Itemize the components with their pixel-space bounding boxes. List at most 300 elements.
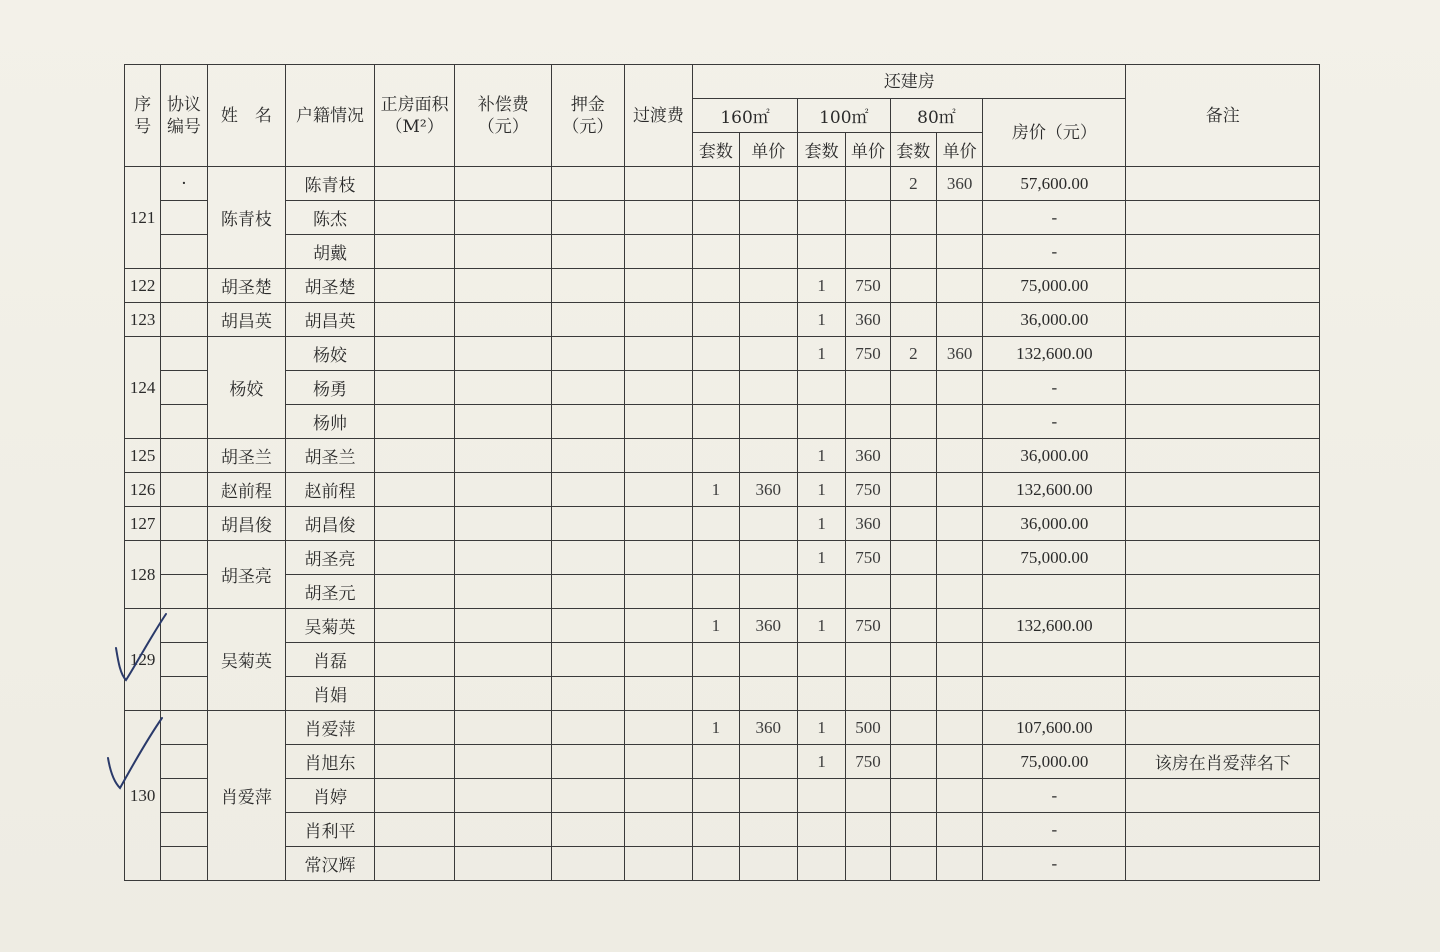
agreement-cell [161, 677, 207, 711]
house-price-cell: 36,000.00 [983, 303, 1126, 337]
header-seq: 序号 [125, 65, 161, 167]
table-row [125, 711, 1320, 745]
unit-price-160-cell [739, 813, 797, 847]
unit-price-160-cell: 360 [739, 711, 797, 745]
deposit-cell [552, 609, 625, 643]
seq-cell: 128 [125, 541, 161, 609]
remarks-cell [1126, 371, 1320, 405]
deposit-cell [552, 371, 625, 405]
header-remarks: 备注 [1126, 65, 1320, 167]
name-cell: 胡昌俊 [207, 507, 286, 541]
relocation-housing-table [124, 64, 1320, 881]
sets-160-cell [693, 337, 739, 371]
name-cell: 吴菊英 [207, 609, 286, 711]
unit-price-100-cell [846, 847, 890, 881]
sets-80-cell [890, 269, 936, 303]
remarks-cell: 该房在肖爱萍名下 [1126, 745, 1320, 779]
unit-price-160-cell [739, 303, 797, 337]
area-cell [374, 745, 455, 779]
compensation-cell [455, 167, 552, 201]
table-row [125, 575, 1320, 609]
house-price-cell [983, 677, 1126, 711]
unit-price-80-cell [936, 371, 982, 405]
transition-fee-cell [624, 575, 693, 609]
area-cell [374, 541, 455, 575]
sets-160-cell [693, 745, 739, 779]
transition-fee-cell [624, 235, 693, 269]
agreement-cell [161, 235, 207, 269]
household-member-cell: 杨勇 [286, 371, 375, 405]
compensation-cell [455, 507, 552, 541]
table-row [125, 813, 1320, 847]
sets-100-cell: 1 [797, 609, 845, 643]
remarks-cell [1126, 167, 1320, 201]
name-cell: 陈青枝 [207, 167, 286, 269]
seq-cell: 129 [125, 609, 161, 711]
remarks-cell [1126, 813, 1320, 847]
unit-price-80-cell [936, 541, 982, 575]
sets-100-cell: 1 [797, 269, 845, 303]
unit-price-100-cell: 360 [846, 303, 890, 337]
table-row [125, 507, 1320, 541]
remarks-cell [1126, 473, 1320, 507]
house-price-cell: 107,600.00 [983, 711, 1126, 745]
house-price-cell: 75,000.00 [983, 745, 1126, 779]
sets-100-cell [797, 813, 845, 847]
header-compensation: 补偿费（元） [455, 65, 552, 167]
house-price-cell: 57,600.00 [983, 167, 1126, 201]
transition-fee-cell [624, 745, 693, 779]
remarks-cell [1126, 847, 1320, 881]
household-member-cell: 杨帅 [286, 405, 375, 439]
unit-price-80-cell [936, 439, 982, 473]
transition-fee-cell [624, 779, 693, 813]
household-member-cell: 胡昌英 [286, 303, 375, 337]
area-cell [374, 337, 455, 371]
area-cell [374, 405, 455, 439]
compensation-cell [455, 303, 552, 337]
household-member-cell: 胡圣楚 [286, 269, 375, 303]
household-member-cell: 肖爱萍 [286, 711, 375, 745]
table-row [125, 439, 1320, 473]
unit-price-100-cell: 360 [846, 507, 890, 541]
header-sets-100: 套数 [797, 133, 845, 167]
sets-100-cell: 1 [797, 745, 845, 779]
unit-price-80-cell [936, 303, 982, 337]
sets-160-cell [693, 303, 739, 337]
area-cell [374, 201, 455, 235]
unit-price-160-cell [739, 235, 797, 269]
sets-80-cell [890, 439, 936, 473]
house-price-cell: 36,000.00 [983, 507, 1126, 541]
house-price-cell: 132,600.00 [983, 609, 1126, 643]
unit-price-100-cell: 750 [846, 269, 890, 303]
compensation-cell [455, 541, 552, 575]
house-price-cell [983, 643, 1126, 677]
house-price-cell: - [983, 371, 1126, 405]
unit-price-160-cell [739, 575, 797, 609]
sets-160-cell [693, 677, 739, 711]
seq-cell: 124 [125, 337, 161, 439]
household-member-cell: 常汉辉 [286, 847, 375, 881]
house-price-cell: 75,000.00 [983, 269, 1126, 303]
name-cell: 肖爱萍 [207, 711, 286, 881]
unit-price-80-cell [936, 847, 982, 881]
sets-80-cell [890, 711, 936, 745]
header-unit-price-160: 单价 [739, 133, 797, 167]
remarks-cell [1126, 677, 1320, 711]
agreement-cell [161, 473, 207, 507]
table-row [125, 745, 1320, 779]
unit-price-80-cell [936, 745, 982, 779]
transition-fee-cell [624, 677, 693, 711]
sets-80-cell [890, 745, 936, 779]
table-row [125, 235, 1320, 269]
remarks-cell [1126, 303, 1320, 337]
unit-price-100-cell [846, 405, 890, 439]
transition-fee-cell [624, 337, 693, 371]
compensation-cell [455, 473, 552, 507]
transition-fee-cell [624, 507, 693, 541]
table-row [125, 269, 1320, 303]
compensation-cell [455, 847, 552, 881]
deposit-cell [552, 473, 625, 507]
seq-cell: 126 [125, 473, 161, 507]
unit-price-80-cell [936, 201, 982, 235]
area-cell [374, 847, 455, 881]
remarks-cell [1126, 201, 1320, 235]
unit-price-80-cell: 360 [936, 167, 982, 201]
unit-price-80-cell [936, 643, 982, 677]
table-row [125, 473, 1320, 507]
deposit-cell [552, 575, 625, 609]
header-name: 姓 名 [207, 65, 286, 167]
sets-100-cell [797, 847, 845, 881]
sets-100-cell [797, 779, 845, 813]
table-row [125, 167, 1320, 201]
sets-80-cell [890, 677, 936, 711]
transition-fee-cell [624, 269, 693, 303]
header-sets-80: 套数 [890, 133, 936, 167]
unit-price-80-cell [936, 269, 982, 303]
sets-100-cell [797, 643, 845, 677]
compensation-cell [455, 337, 552, 371]
agreement-cell [161, 337, 207, 371]
transition-fee-cell [624, 813, 693, 847]
sets-80-cell: 2 [890, 337, 936, 371]
sets-160-cell [693, 779, 739, 813]
remarks-cell [1126, 507, 1320, 541]
unit-price-100-cell: 750 [846, 337, 890, 371]
agreement-cell [161, 507, 207, 541]
sets-80-cell [890, 779, 936, 813]
unit-price-80-cell [936, 609, 982, 643]
sets-100-cell: 1 [797, 711, 845, 745]
house-price-cell: - [983, 813, 1126, 847]
unit-price-80-cell [936, 235, 982, 269]
transition-fee-cell [624, 303, 693, 337]
unit-price-160-cell [739, 201, 797, 235]
sets-100-cell: 1 [797, 337, 845, 371]
agreement-cell [161, 847, 207, 881]
sets-160-cell [693, 507, 739, 541]
unit-price-160-cell [739, 167, 797, 201]
sets-100-cell: 1 [797, 507, 845, 541]
seq-cell: 122 [125, 269, 161, 303]
area-cell [374, 779, 455, 813]
agreement-cell [161, 779, 207, 813]
unit-price-80-cell [936, 813, 982, 847]
household-member-cell: 肖利平 [286, 813, 375, 847]
compensation-cell [455, 813, 552, 847]
house-price-cell: 132,600.00 [983, 473, 1126, 507]
deposit-cell [552, 269, 625, 303]
transition-fee-cell [624, 201, 693, 235]
compensation-cell [455, 677, 552, 711]
household-member-cell: 胡圣亮 [286, 541, 375, 575]
deposit-cell [552, 643, 625, 677]
agreement-cell: · [161, 167, 207, 201]
unit-price-160-cell [739, 371, 797, 405]
header-house-price: 房价（元） [983, 99, 1126, 167]
name-cell: 胡圣楚 [207, 269, 286, 303]
unit-price-80-cell [936, 473, 982, 507]
remarks-cell [1126, 575, 1320, 609]
table-row [125, 779, 1320, 813]
sets-80-cell [890, 473, 936, 507]
unit-price-160-cell [739, 643, 797, 677]
transition-fee-cell [624, 439, 693, 473]
house-price-cell: - [983, 201, 1126, 235]
area-cell [374, 303, 455, 337]
area-cell [374, 609, 455, 643]
sets-100-cell [797, 677, 845, 711]
compensation-cell [455, 269, 552, 303]
compensation-cell [455, 745, 552, 779]
transition-fee-cell [624, 405, 693, 439]
sets-160-cell: 1 [693, 711, 739, 745]
unit-price-160-cell: 360 [739, 609, 797, 643]
deposit-cell [552, 167, 625, 201]
header-household: 户籍情况 [286, 65, 375, 167]
seq-cell: 130 [125, 711, 161, 881]
unit-price-80-cell [936, 405, 982, 439]
area-cell [374, 371, 455, 405]
household-member-cell: 胡圣兰 [286, 439, 375, 473]
seq-cell: 127 [125, 507, 161, 541]
table-row [125, 371, 1320, 405]
transition-fee-cell [624, 643, 693, 677]
sets-80-cell [890, 235, 936, 269]
sets-100-cell: 1 [797, 303, 845, 337]
header-size-80: 80㎡ [890, 99, 983, 133]
household-member-cell: 陈青枝 [286, 167, 375, 201]
header-deposit: 押金（元） [552, 65, 625, 167]
remarks-cell [1126, 643, 1320, 677]
unit-price-80-cell: 360 [936, 337, 982, 371]
sets-100-cell [797, 235, 845, 269]
deposit-cell [552, 677, 625, 711]
remarks-cell [1126, 405, 1320, 439]
unit-price-100-cell [846, 779, 890, 813]
sets-80-cell [890, 371, 936, 405]
deposit-cell [552, 337, 625, 371]
remarks-cell [1126, 541, 1320, 575]
household-member-cell: 肖旭东 [286, 745, 375, 779]
table-row [125, 541, 1320, 575]
household-member-cell: 肖磊 [286, 643, 375, 677]
sets-100-cell [797, 167, 845, 201]
sets-160-cell: 1 [693, 609, 739, 643]
sets-100-cell: 1 [797, 473, 845, 507]
area-cell [374, 575, 455, 609]
transition-fee-cell [624, 847, 693, 881]
remarks-cell [1126, 779, 1320, 813]
compensation-cell [455, 439, 552, 473]
sets-80-cell [890, 813, 936, 847]
unit-price-100-cell [846, 235, 890, 269]
agreement-cell [161, 269, 207, 303]
area-cell [374, 269, 455, 303]
household-member-cell: 赵前程 [286, 473, 375, 507]
unit-price-160-cell [739, 337, 797, 371]
remarks-cell [1126, 269, 1320, 303]
household-member-cell: 肖娟 [286, 677, 375, 711]
sets-160-cell [693, 201, 739, 235]
unit-price-100-cell: 750 [846, 473, 890, 507]
sets-100-cell [797, 371, 845, 405]
unit-price-100-cell: 500 [846, 711, 890, 745]
unit-price-80-cell [936, 711, 982, 745]
table-row [125, 677, 1320, 711]
household-member-cell: 胡戴 [286, 235, 375, 269]
agreement-cell [161, 609, 207, 643]
house-price-cell: - [983, 235, 1126, 269]
sets-80-cell [890, 201, 936, 235]
header-size-160: 160㎡ [693, 99, 798, 133]
deposit-cell [552, 439, 625, 473]
house-price-cell: - [983, 405, 1126, 439]
house-price-cell: - [983, 847, 1126, 881]
compensation-cell [455, 575, 552, 609]
compensation-cell [455, 235, 552, 269]
header-sets-160: 套数 [693, 133, 739, 167]
remarks-cell [1126, 337, 1320, 371]
agreement-cell [161, 745, 207, 779]
table-row [125, 609, 1320, 643]
unit-price-100-cell [846, 167, 890, 201]
table-row [125, 847, 1320, 881]
deposit-cell [552, 745, 625, 779]
agreement-cell [161, 711, 207, 745]
unit-price-80-cell [936, 575, 982, 609]
transition-fee-cell [624, 473, 693, 507]
compensation-cell [455, 405, 552, 439]
remarks-cell [1126, 439, 1320, 473]
sets-160-cell [693, 439, 739, 473]
area-cell [374, 711, 455, 745]
sets-100-cell [797, 201, 845, 235]
remarks-cell [1126, 609, 1320, 643]
unit-price-160-cell [739, 779, 797, 813]
area-cell [374, 235, 455, 269]
unit-price-160-cell [739, 677, 797, 711]
transition-fee-cell [624, 371, 693, 405]
sets-80-cell [890, 609, 936, 643]
compensation-cell [455, 371, 552, 405]
sets-160-cell [693, 167, 739, 201]
sets-80-cell: 2 [890, 167, 936, 201]
household-member-cell: 吴菊英 [286, 609, 375, 643]
unit-price-100-cell [846, 643, 890, 677]
table-row [125, 405, 1320, 439]
sets-160-cell: 1 [693, 473, 739, 507]
transition-fee-cell [624, 167, 693, 201]
header-agreement-no: 协议编号 [161, 65, 207, 167]
header-size-100: 100㎡ [797, 99, 890, 133]
sets-100-cell [797, 575, 845, 609]
house-price-cell: 36,000.00 [983, 439, 1126, 473]
area-cell [374, 167, 455, 201]
table-row [125, 303, 1320, 337]
agreement-cell [161, 439, 207, 473]
unit-price-100-cell [846, 813, 890, 847]
name-cell: 胡圣亮 [207, 541, 286, 609]
header-relocation-house: 还建房 [693, 65, 1126, 99]
household-member-cell: 陈杰 [286, 201, 375, 235]
deposit-cell [552, 507, 625, 541]
sets-80-cell [890, 303, 936, 337]
unit-price-160-cell [739, 269, 797, 303]
compensation-cell [455, 779, 552, 813]
deposit-cell [552, 303, 625, 337]
compensation-cell [455, 201, 552, 235]
sets-160-cell [693, 235, 739, 269]
area-cell [374, 507, 455, 541]
unit-price-100-cell [846, 371, 890, 405]
sets-80-cell [890, 541, 936, 575]
transition-fee-cell [624, 541, 693, 575]
house-price-cell: 75,000.00 [983, 541, 1126, 575]
unit-price-80-cell [936, 507, 982, 541]
house-price-cell [983, 575, 1126, 609]
unit-price-100-cell: 750 [846, 745, 890, 779]
sets-160-cell [693, 371, 739, 405]
deposit-cell [552, 779, 625, 813]
agreement-cell [161, 303, 207, 337]
unit-price-160-cell [739, 507, 797, 541]
transition-fee-cell [624, 711, 693, 745]
sets-160-cell [693, 813, 739, 847]
unit-price-100-cell: 750 [846, 609, 890, 643]
unit-price-160-cell: 360 [739, 473, 797, 507]
deposit-cell [552, 201, 625, 235]
sets-80-cell [890, 847, 936, 881]
unit-price-160-cell [739, 405, 797, 439]
unit-price-80-cell [936, 779, 982, 813]
sets-80-cell [890, 405, 936, 439]
unit-price-160-cell [739, 847, 797, 881]
table-row [125, 201, 1320, 235]
area-cell [374, 473, 455, 507]
unit-price-160-cell [739, 439, 797, 473]
unit-price-160-cell [739, 745, 797, 779]
sets-100-cell [797, 405, 845, 439]
agreement-cell [161, 371, 207, 405]
sets-80-cell [890, 575, 936, 609]
unit-price-100-cell: 360 [846, 439, 890, 473]
agreement-cell [161, 575, 207, 609]
